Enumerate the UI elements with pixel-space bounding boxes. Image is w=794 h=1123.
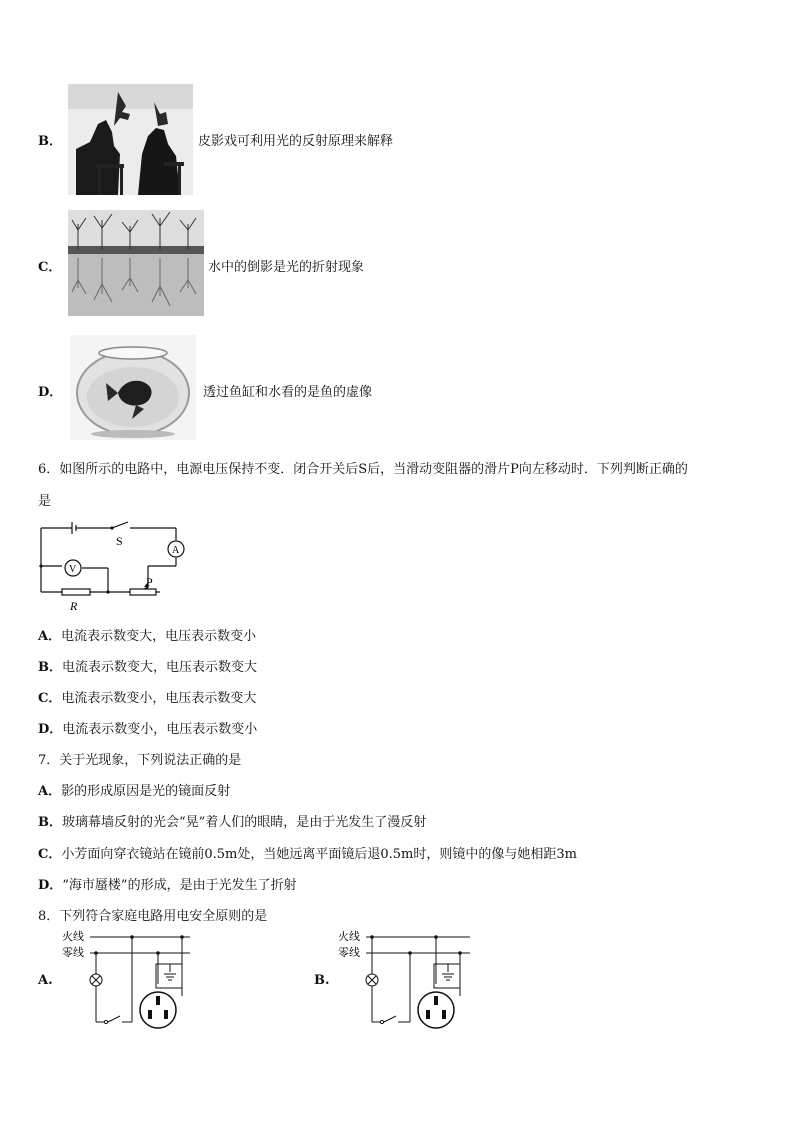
neutral-wire-label: 零线 [62, 946, 84, 959]
q8-stem: 8．下列符合家庭电路用电安全原则的是 [38, 909, 268, 924]
slider-label: P [146, 575, 153, 589]
option-d-label: D． [38, 385, 63, 400]
q6-option-a-label: A． [38, 629, 62, 644]
q7-option-d-text: “海市蜃楼”的形成，是由于光发生了折射 [62, 878, 297, 893]
q8-diagram-b [334, 928, 474, 1032]
q7-option-c-label: C． [38, 847, 62, 862]
q6-stem-line1: 6．如图所示的电路中，电源电压保持不变．闭合开关后S后，当滑动变阻器的滑片P向左移动时．下列判断正确的 [38, 462, 688, 477]
fish-bowl-photo [70, 335, 196, 440]
q6-option-a-text: 电流表示数变大，电压表示数变小 [61, 629, 257, 644]
q7-option-d-label: D． [38, 878, 63, 893]
q6-option-c-text: 电流表示数变小，电压表示数变大 [61, 691, 257, 706]
q7-option-b-text: 玻璃幕墙反射的光会“晃”着人们的眼睛，是由于光发生了漫反射 [62, 815, 427, 830]
q7-option-c-text: 小芳面向穿衣镜站在镜前0.5m处，当她远离平面镜后退0.5m时，则镜中的像与她相距3m [61, 847, 577, 862]
shadow-puppet-photo [68, 84, 193, 195]
q6-option-d-text: 电流表示数变小，电压表示数变小 [62, 722, 258, 737]
option-b-text: 皮影戏可利用光的反射原理来解释 [198, 134, 394, 149]
q6-option-d-label: D． [38, 722, 63, 737]
q6-option-a [38, 625, 256, 644]
q7-option-a-text: 影的形成原因是光的镜面反射 [61, 784, 231, 799]
q7-option-d [38, 874, 297, 893]
q6-option-b-label: B． [38, 660, 62, 675]
q6-option-c [38, 687, 256, 706]
q7-stem: 7．关于光现象，下列说法正确的是 [38, 753, 242, 768]
option-c-text: 水中的倒影是光的折射现象 [208, 260, 365, 275]
water-reflection-photo [68, 210, 204, 316]
resistor-label: R [70, 599, 78, 613]
neutral-wire-label: 零线 [338, 946, 360, 959]
q7-option-c [38, 843, 577, 862]
q6-option-d [38, 718, 257, 737]
q7-option-b [38, 811, 426, 830]
option-b-label: B． [38, 134, 62, 149]
q7-option-a [38, 780, 230, 799]
switch-label: S [116, 534, 123, 548]
q6-circuit-diagram [36, 518, 196, 618]
q6-option-b [38, 656, 257, 675]
q6-option-c-label: C． [38, 691, 62, 706]
q8-option-b-label: B. [314, 973, 330, 988]
q7-option-a-label: A． [38, 784, 62, 799]
live-wire-label: 火线 [62, 930, 84, 943]
option-c-label: C． [38, 260, 62, 275]
q8-option-a-label: A. [38, 973, 53, 988]
option-d-text: 透过鱼缸和水看的是鱼的虚像 [203, 385, 373, 400]
ammeter-label: A [172, 545, 180, 556]
live-wire-label: 火线 [338, 930, 360, 943]
q7-option-b-label: B． [38, 815, 62, 830]
q8-diagram-a [58, 928, 194, 1032]
q6-stem-line2: 是 [38, 494, 52, 509]
voltmeter-label: V [69, 564, 77, 575]
q6-option-b-text: 电流表示数变大，电压表示数变大 [62, 660, 258, 675]
